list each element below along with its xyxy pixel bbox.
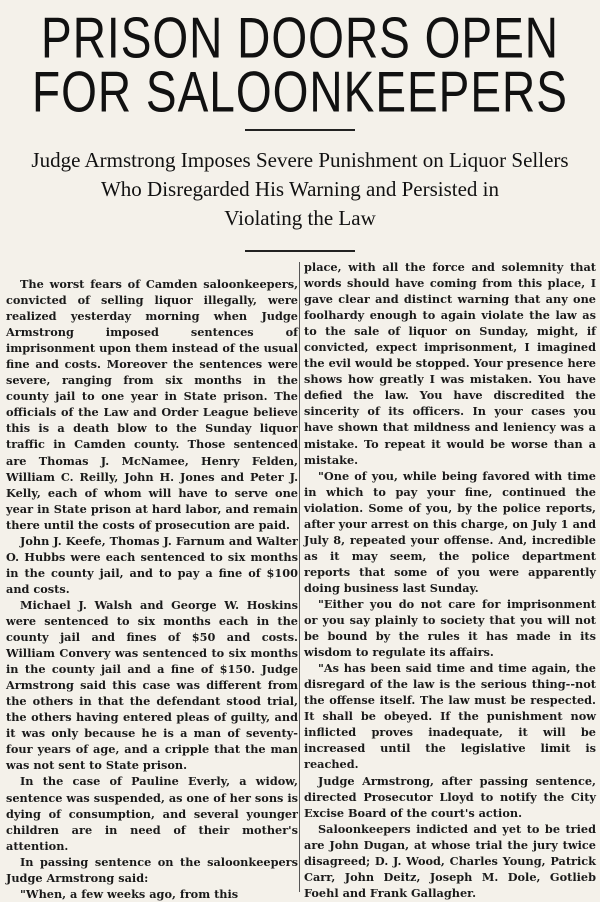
- paragraph: "Either you do not care for imprisonment or you say plainly to society that you will not be bound by the rules it has made in its wisdom to regulate its affairs.: [304, 596, 596, 660]
- column-divider: [299, 262, 300, 892]
- subheadline-line-3: Violating the Law: [224, 206, 376, 230]
- subheadline-divider: [245, 250, 355, 252]
- paragraph: Judge Armstrong, after passing sentence, directed Prosecutor Lloyd to notify the City Excise Board of the court's action.: [304, 773, 596, 820]
- subheadline-line-2: Who Disregarded His Warning and Persisted in: [100, 177, 499, 201]
- paragraph: "When, a few weeks ago, from this: [20, 886, 239, 901]
- subheadline-line-1: Judge Armstrong Imposes Severe Punishment on Liquor Sellers: [31, 148, 569, 172]
- paragraph: John J. Keefe, Thomas J. Farnum and Walter O. Hubbs were each sentenced to six months in the county jail, and to pay a fine of $100 and costs.: [6, 533, 298, 596]
- paragraph: In the case of Pauline Everly, a widow, sentence was suspended, as one of her sons is dying of consumption, and several younger children are in need of their mother's attention.: [6, 774, 298, 853]
- paragraph: "One of you, while being favored with time in which to pay your fine, continued the violation. Some of you, by the police reports, after your arrest on this charge, on July 1 and July 8, repeated your offense. And, incredible as it may seem, the police department reports that some of you were apparently doing business last Sunday.: [304, 468, 596, 595]
- paragraph: Saloonkeepers indicted and yet to be tried are John Dugan, at whose trial the jury twice disagreed; D. J. Wood, Charles Young, Patrick Carr, John Deitz, Joseph M. Dole, Gotlieb Foehl and Frank Gallagher.: [304, 821, 596, 900]
- paragraph: In passing sentence on the saloonkeepers Judge Armstrong said:: [6, 854, 298, 885]
- paragraph: Michael J. Walsh and George W. Hoskins were sentenced to six months each in the county jail and fines of $50 and costs. William Convery was sentenced to six months in the county jail and a fine of $150. Judge Armstrong said this case was different from the others in that the defendant stood trial, the others having entered pleas of guilty, and it was only because he is a man of seventy-four years of age, and a cripple that the man was not sent to State prison.: [6, 597, 298, 773]
- headline-line-2: FOR SALOONKEEPERS: [32, 58, 568, 124]
- article-column-right: [304, 259, 596, 900]
- headline-line-1: PRISON DOORS OPEN: [41, 4, 559, 70]
- paragraph: "As has been said time and time again, the disregard of the law is the serious thing--not the offense itself. The law must be respected. It shall be obeyed. If the punishment now inflicted proves inadequate, it will be increased until the legislative limit is reached.: [304, 661, 596, 772]
- subheadline: [0, 146, 600, 233]
- paragraph: place, with all the force and solemnity that words should have coming from this place, I gave clear and distinct warning that any one foolhardy enough to again violate the law as to the sale of liquor on Sunday, might, if convicted, expect imprisonment, I imagined the evil would be stopped. Your presence here shows how greatly I was mistaken. You have defied the law. You have discredited the sincerity of its officers. In your cases you have shown that mildness and leniency was a mistake. To repeat it would be worse than a mistake.: [304, 260, 596, 467]
- headline-divider: [245, 129, 355, 131]
- paragraph: The worst fears of Camden saloonkeepers, convicted of selling liquor illegally, were realized yesterday morning when Judge Armstrong imposed sentences of imprisonment upon them instead of the usual fine and costs. Moreover the sentences were severe, ranging from six months in the county jail to one year in State prison. The officials of the Law and Order League believe this is a death blow to the Sunday liquor traffic in Camden county. Those sentenced are Thomas J. McNamee, Henry Felden, William C. Reilly, John H. Jones and Peter J. Kelly, each of whom will have to serve one year in State prison at hard labor, and remain there until the costs of prosecution are paid.: [6, 277, 298, 532]
- article-column-left: [6, 276, 298, 901]
